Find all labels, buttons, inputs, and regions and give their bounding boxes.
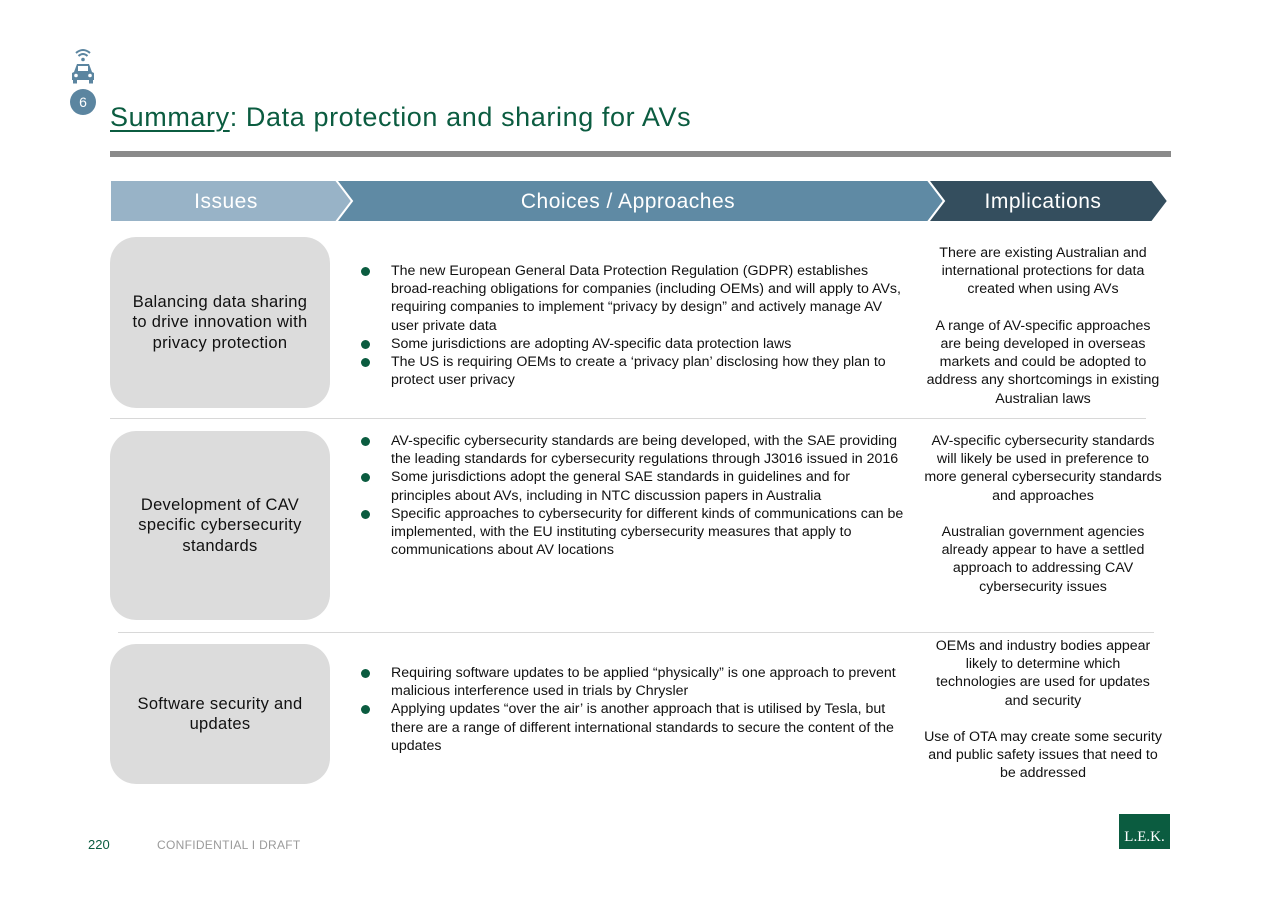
approach-item (358, 505, 906, 560)
approach-text: Applying updates “over the air’ is another approach that is utilised by Tesla, but there are a range of different international standards to secure the content of the updates (391, 701, 894, 754)
approach-item (358, 335, 906, 353)
implications-data-sharing (924, 244, 1162, 408)
approach-text: AV-specific cybersecurity standards are being developed, with the SAE providing the leading standards for cybersecurity regulations through J3016 issued in 2016 (391, 433, 899, 468)
row-divider (110, 418, 1146, 419)
implications-software-security (924, 637, 1162, 783)
issue-box-cybersecurity: Development of CAV specific cybersecurity standards (110, 431, 330, 620)
approach-item (358, 262, 906, 335)
implication-text: Use of OTA may create some security and public safety issues that need to be addressed (924, 729, 1162, 782)
title-rule (110, 151, 1171, 157)
bullet-icon (361, 473, 370, 482)
column-header-implications: Implications (984, 190, 1102, 213)
approach-item (358, 700, 906, 755)
approaches-list-data-sharing (358, 262, 906, 389)
approach-item (358, 468, 906, 504)
approaches-list-cybersecurity (358, 432, 906, 559)
approach-text: The new European General Data Protection Regulation (GDPR) establishes broad-reaching obligations for companies (including OEMs) and will apply to AVs, requiring companies to implement “privacy by design” and actively manage AV user private data (391, 263, 901, 334)
issue-box-data-sharing: Balancing data sharing to drive innovation with privacy protection (110, 237, 330, 408)
title-text: : Data protection and sharing for AVs (229, 102, 692, 132)
bullet-icon (361, 340, 370, 349)
bullet-icon (361, 510, 370, 519)
title-summary-link: Summary (110, 102, 230, 132)
implication-text: There are existing Australian and international protections for data created when using AVs (939, 245, 1147, 298)
approach-item (358, 664, 906, 700)
implication-text: OEMs and industry bodies appear likely to determine which technologies are used for updates and security (935, 638, 1151, 709)
section-number-badge: 6 (70, 89, 96, 115)
approach-text: The US is requiring OEMs to create a ‘privacy plan’ disclosing how they plan to protect user privacy (391, 354, 886, 389)
approach-item (358, 432, 906, 468)
implication-text: A range of AV-specific approaches are being developed in overseas markets and could be adopted to address any shortcomings in existing Australian laws (926, 317, 1160, 407)
confidential-label: CONFIDENTIAL I DRAFT (157, 838, 301, 852)
approach-text: Some jurisdictions are adopting AV-specific data protection laws (391, 335, 792, 352)
approaches-list-software-security (358, 664, 906, 755)
column-header-approaches: Choices / Approaches (520, 190, 736, 213)
column-header-chevrons (110, 179, 1170, 225)
approach-text: Specific approaches to cybersecurity for different kinds of communications can be implemented, with the EU instituting cybersecurity measures that apply to communications about AV locations (391, 505, 904, 559)
bullet-icon (361, 358, 370, 367)
page-title (110, 102, 691, 133)
issue-box-software-security: Software security and updates (110, 644, 330, 784)
bullet-icon (361, 267, 370, 276)
implication-text: Australian government agencies already appear to have a settled approach to addressing CAV cybersecurity issues (941, 524, 1145, 595)
approach-item (358, 353, 906, 389)
column-header-issues: Issues (194, 190, 258, 213)
approach-text: Some jurisdictions adopt the general SAE standards in guidelines and for principles about AVs, including in NTC discussion papers in Australia (391, 469, 851, 504)
row-divider (118, 632, 1154, 633)
page-number: 220 (88, 837, 110, 852)
bullet-icon (361, 669, 370, 678)
implications-cybersecurity (924, 432, 1162, 596)
bullet-icon (361, 705, 370, 714)
lek-logo: L.E.K. (1119, 814, 1170, 849)
implication-text: AV-specific cybersecurity standards will likely be used in preference to more general cybersecurity standards and approaches (924, 433, 1162, 504)
connected-car-icon (68, 46, 98, 86)
approach-text: Requiring software updates to be applied “physically” is one approach to prevent malicious interference used in trials by Chrysler (391, 665, 896, 700)
bullet-icon (361, 437, 370, 446)
